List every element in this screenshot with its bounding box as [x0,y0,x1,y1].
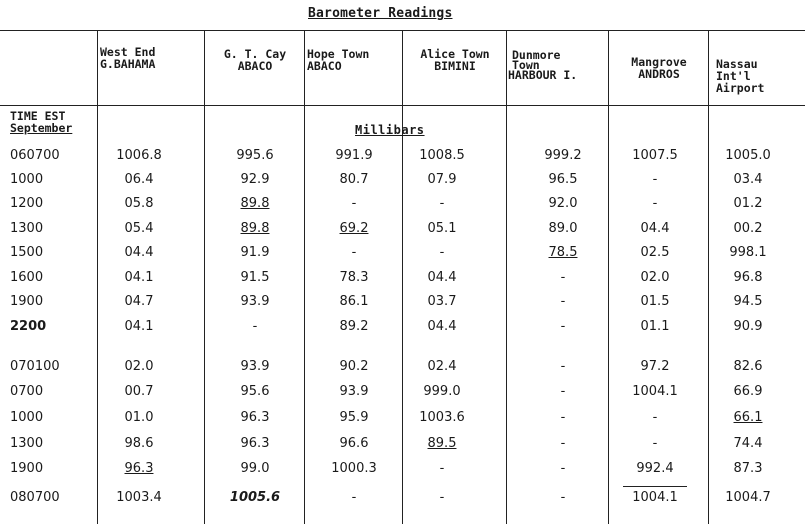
time-cell: 1600 [10,270,44,285]
station-island: ABACO [307,59,342,73]
reading-cell [91,294,187,310]
time-zone-label: TIME EST [10,109,66,123]
reading-value: 89.0 [548,221,578,236]
reading-value: 78.3 [339,270,369,285]
reading-value: 89.8 [240,196,270,211]
station-header-dunmore-town [508,50,577,80]
reading-value: 89.2 [339,319,369,334]
station-name: Hope Town [307,47,370,61]
station-name-cont: Town [512,58,540,72]
reading-value: 00.7 [124,384,154,399]
reading-value: - [652,436,658,451]
time-cell: 1300 [10,221,44,236]
reading-cell [306,172,402,188]
reading-cell [700,359,796,375]
reading-value: 01.1 [640,319,670,334]
reading-cell [207,270,303,286]
reading-cell [91,172,187,188]
units-label: Millibars [355,123,425,137]
reading-cell [515,461,611,477]
time-column-header [10,110,72,134]
time-cell: 1200 [10,196,44,211]
reading-cell [515,196,611,212]
station-island: ABACO [237,59,273,73]
reading-cell [607,461,703,477]
reading-cell [207,196,303,212]
reading-value: 04.1 [124,270,154,285]
reading-value: 06.4 [124,172,154,187]
reading-cell [394,410,490,426]
reading-cell [306,245,402,261]
reading-cell [91,270,187,286]
reading-value: - [560,410,566,425]
reading-cell [607,172,703,188]
reading-cell [700,172,796,188]
reading-value: 05.8 [124,196,154,211]
reading-cell [306,436,402,452]
reading-value: 1006.8 [116,148,162,163]
reading-value: - [560,319,566,334]
reading-cell [607,221,703,237]
reading-cell [700,490,796,506]
reading-value: 04.4 [427,319,457,334]
reading-cell [207,294,303,310]
reading-cell [394,221,490,237]
station-name: Dunmore [512,48,561,62]
reading-value: 07.9 [427,172,457,187]
station-name: Mangrove [631,55,687,69]
reading-cell [394,172,490,188]
reading-cell [306,196,402,212]
column-divider [204,30,205,524]
reading-cell [607,245,703,261]
reading-value: 89.5 [427,436,457,451]
reading-value: 04.4 [427,270,457,285]
reading-value: 91.9 [240,245,270,260]
reading-value: 93.9 [240,359,270,374]
reading-cell [91,461,187,477]
reading-value: 999.0 [423,384,461,399]
reading-value: 93.9 [339,384,369,399]
reading-value: - [652,410,658,425]
overline-rule [623,486,687,487]
station-island: HARBOUR I. [508,68,578,82]
reading-value: - [351,245,357,260]
reading-cell [515,410,611,426]
reading-value: 04.4 [124,245,154,260]
reading-cell [207,319,303,335]
reading-value: - [560,436,566,451]
reading-value: 999.2 [544,148,582,163]
reading-cell [515,384,611,400]
reading-value: 94.5 [733,294,763,309]
reading-cell [700,410,796,426]
reading-cell [91,221,187,237]
time-cell: 070100 [10,359,60,374]
reading-value: 00.2 [733,221,763,236]
reading-value: 04.7 [124,294,154,309]
reading-value: 991.9 [335,148,373,163]
reading-cell [607,294,703,310]
reading-cell [207,172,303,188]
reading-cell [207,359,303,375]
station-header-mangrove [612,56,706,80]
reading-cell [700,270,796,286]
station-header-alice-town [406,48,504,72]
reading-value: 02.5 [640,245,670,260]
reading-cell [306,359,402,375]
reading-cell [700,461,796,477]
reading-cell [207,410,303,426]
time-cell: 1500 [10,245,44,260]
page-title: Barometer Readings [308,6,453,21]
month-label: September [10,121,73,135]
reading-value: 96.6 [339,436,369,451]
reading-cell [306,461,402,477]
time-cell: 080700 [10,490,60,505]
reading-value: - [439,245,445,260]
reading-cell [515,245,611,261]
reading-value: 1005.6 [229,490,281,505]
reading-value: 02.0 [124,359,154,374]
time-cell: 1300 [10,436,44,451]
reading-value: 91.5 [240,270,270,285]
reading-cell [306,148,402,164]
reading-value: - [560,359,566,374]
reading-cell [700,245,796,261]
reading-cell [394,294,490,310]
reading-value: 98.6 [124,436,154,451]
reading-value: 1007.5 [632,148,678,163]
station-header-west-end [100,46,155,70]
station-header-gt-cay [208,48,302,72]
reading-cell [207,384,303,400]
reading-cell [607,490,703,506]
reading-cell [207,461,303,477]
reading-cell [394,384,490,400]
reading-cell [91,196,187,212]
reading-value: 87.3 [733,461,763,476]
reading-value: 1004.7 [725,490,771,505]
reading-value: 96.5 [548,172,578,187]
column-divider [304,30,305,524]
time-cell: 060700 [10,148,60,163]
reading-value: 80.7 [339,172,369,187]
reading-value: 95.6 [240,384,270,399]
reading-value: 03.7 [427,294,457,309]
reading-value: - [351,196,357,211]
reading-value: - [351,490,357,505]
reading-cell [306,490,402,506]
reading-value: 82.6 [733,359,763,374]
reading-cell [91,490,187,506]
reading-value: 90.2 [339,359,369,374]
reading-cell [207,221,303,237]
reading-value: 86.1 [339,294,369,309]
reading-value: 1003.6 [419,410,465,425]
reading-cell [207,245,303,261]
reading-cell [700,436,796,452]
reading-cell [515,319,611,335]
reading-value: - [560,384,566,399]
reading-cell [207,148,303,164]
station-name: West End [100,45,156,59]
reading-cell [394,245,490,261]
reading-cell [607,384,703,400]
reading-value: 04.4 [640,221,670,236]
reading-cell [700,319,796,335]
reading-value: 78.5 [548,245,578,260]
reading-value: 02.4 [427,359,457,374]
reading-value: 1004.1 [632,384,678,399]
reading-value: - [652,172,658,187]
reading-cell [700,221,796,237]
reading-value: 90.9 [733,319,763,334]
reading-cell [91,245,187,261]
reading-value: 04.1 [124,319,154,334]
reading-cell [394,359,490,375]
reading-cell [306,270,402,286]
reading-value: 1008.5 [419,148,465,163]
station-name-cont: Int'l [716,69,751,83]
station-name: Alice Town [420,47,490,61]
reading-cell [394,148,490,164]
reading-cell [515,221,611,237]
reading-cell [607,359,703,375]
station-island: BIMINI [434,59,476,73]
reading-value: - [252,319,258,334]
reading-cell [394,319,490,335]
reading-value: - [439,461,445,476]
reading-value: - [560,270,566,285]
reading-cell [700,384,796,400]
station-name: Nassau [716,57,758,71]
reading-value: 02.0 [640,270,670,285]
reading-value: 05.4 [124,221,154,236]
reading-cell [91,384,187,400]
reading-cell [91,410,187,426]
reading-cell [607,436,703,452]
reading-cell [91,436,187,452]
reading-value: 992.4 [636,461,674,476]
time-cell: 1900 [10,294,44,309]
reading-value: 1000.3 [331,461,377,476]
reading-cell [515,436,611,452]
reading-cell [306,410,402,426]
time-cell: 0700 [10,384,44,399]
reading-value: 69.2 [339,221,369,236]
reading-value: 97.2 [640,359,670,374]
column-divider [506,30,507,524]
reading-value: - [439,490,445,505]
station-header-hope-town [307,48,369,72]
reading-value: 96.3 [124,461,154,476]
reading-cell [207,490,303,506]
reading-value: - [560,461,566,476]
reading-value: 92.9 [240,172,270,187]
reading-cell [207,436,303,452]
reading-cell [515,270,611,286]
reading-value: 66.1 [733,410,763,425]
time-cell: 2200 [10,319,47,334]
reading-cell [394,461,490,477]
reading-value: 96.3 [240,436,270,451]
time-cell: 1000 [10,410,44,425]
reading-value: - [560,490,566,505]
reading-value: 96.8 [733,270,763,285]
reading-value: 99.0 [240,461,270,476]
time-cell: 1900 [10,461,44,476]
reading-cell [306,319,402,335]
reading-value: 92.0 [548,196,578,211]
reading-cell [91,148,187,164]
reading-cell [91,319,187,335]
reading-cell [607,270,703,286]
time-cell: 1000 [10,172,44,187]
station-header-nassau [716,58,764,94]
reading-cell [607,148,703,164]
station-name-cont: Airport [716,81,765,95]
reading-cell [515,294,611,310]
reading-cell [607,410,703,426]
reading-cell [394,490,490,506]
reading-value: 96.3 [240,410,270,425]
reading-value: - [439,196,445,211]
reading-value: 66.9 [733,384,763,399]
reading-cell [700,148,796,164]
reading-cell [515,148,611,164]
reading-value: 93.9 [240,294,270,309]
reading-cell [515,490,611,506]
reading-value: 1003.4 [116,490,162,505]
reading-cell [607,319,703,335]
station-island: ANDROS [638,67,680,81]
reading-cell [515,359,611,375]
reading-cell [700,294,796,310]
reading-value: 1004.1 [632,490,678,505]
reading-value: 03.4 [733,172,763,187]
reading-cell [306,294,402,310]
reading-cell [306,384,402,400]
reading-cell [700,196,796,212]
reading-value: - [652,196,658,211]
reading-value: 74.4 [733,436,763,451]
reading-cell [607,196,703,212]
reading-value: 995.6 [236,148,274,163]
reading-cell [306,221,402,237]
station-island: G.BAHAMA [100,57,156,71]
reading-value: 01.5 [640,294,670,309]
reading-value: 89.8 [240,221,270,236]
reading-value: - [560,294,566,309]
reading-cell [394,270,490,286]
reading-cell [515,172,611,188]
reading-value: 95.9 [339,410,369,425]
reading-cell [91,359,187,375]
reading-cell [394,196,490,212]
reading-value: 998.1 [729,245,767,260]
reading-value: 01.2 [733,196,763,211]
reading-cell [394,436,490,452]
station-name: G. T. Cay [223,47,287,61]
reading-value: 01.0 [124,410,154,425]
reading-value: 05.1 [427,221,457,236]
reading-value: 1005.0 [725,148,771,163]
